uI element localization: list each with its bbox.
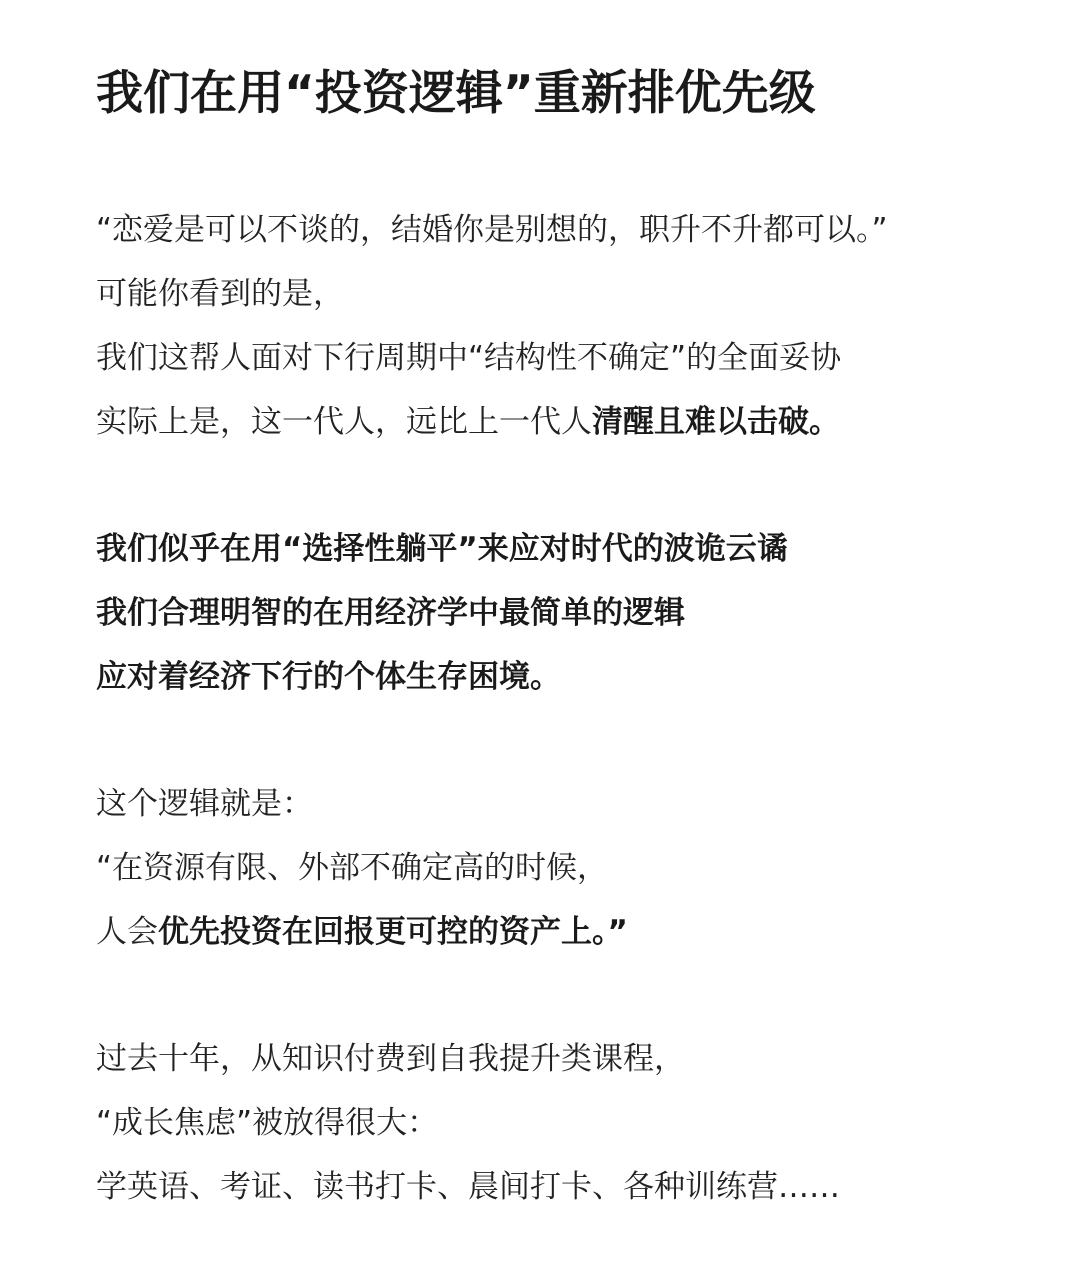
text-line-bold: 我们似乎在用“选择性躺平”来应对时代的波诡云谲 bbox=[96, 531, 788, 567]
text-line bbox=[96, 900, 628, 964]
paragraph-1 bbox=[96, 198, 888, 454]
text-line-bold: 我们合理明智的在用经济学中最简单的逻辑 bbox=[96, 595, 685, 631]
text-line: “恋爱是可以不谈的，结婚你是别想的，职升不升都可以。” bbox=[96, 212, 888, 248]
text-emphasis: 优先投资在回报更可控的资产上 bbox=[158, 914, 592, 950]
text-line: 我们这帮人面对下行周期中“结构性不确定”的全面妥协 bbox=[96, 340, 842, 376]
text-normal: 实际上是，这一代人，远比上一代人 bbox=[96, 404, 592, 440]
text-line: “成长焦虑”被放得很大： bbox=[96, 1105, 439, 1141]
text-line: 学英语、考证、读书打卡、晨间打卡、各种训练营…… bbox=[96, 1169, 840, 1205]
text-line: 这个逻辑就是： bbox=[96, 786, 313, 822]
paragraph-4 bbox=[96, 1027, 840, 1219]
article-title: 我们在用“投资逻辑”重新排优先级 bbox=[96, 66, 816, 121]
text-line: “在资源有限、外部不确定高的时候， bbox=[96, 850, 609, 886]
text-line: 过去十年，从知识付费到自我提升类课程， bbox=[96, 1041, 685, 1077]
text-line: 可能你看到的是， bbox=[96, 276, 344, 312]
paragraph-3 bbox=[96, 772, 628, 964]
text-line bbox=[96, 390, 888, 454]
paragraph-2 bbox=[96, 517, 788, 709]
text-normal: 人会 bbox=[96, 914, 158, 950]
text-emphasis: 清醒且难以击破。 bbox=[592, 404, 840, 440]
text-line-bold: 应对着经济下行的个体生存困境。 bbox=[96, 659, 561, 695]
text-emphasis-end: 。” bbox=[592, 914, 628, 950]
